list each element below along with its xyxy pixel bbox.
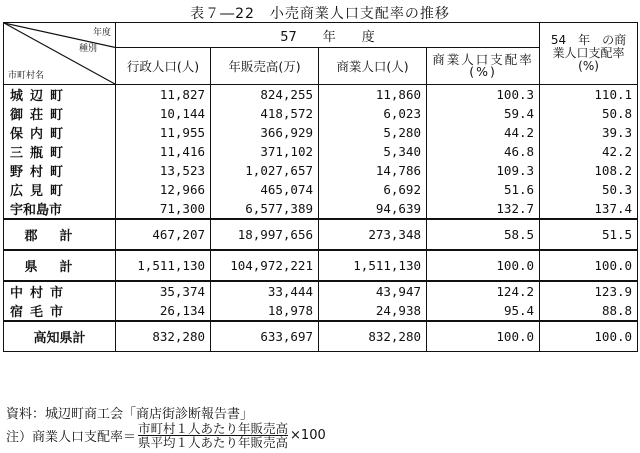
cell-commercial-pop: 1,511,130 [319, 250, 427, 281]
commercial-pop-header: 商業人口(人) [319, 48, 427, 85]
row-name: 宿毛市 [4, 301, 116, 321]
formula-denominator: 県平均１人あたり年販売高 [138, 435, 289, 450]
corner-year-label: 年度 [92, 28, 111, 38]
row-name: 広見町 [4, 180, 116, 199]
table-row [4, 180, 638, 199]
cell-commercial-pop: 832,280 [319, 321, 427, 352]
row-name: 高知県計 [4, 321, 116, 352]
cell-prev-rate: 39.3 [540, 123, 638, 142]
cell-admin-pop: 11,827 [116, 85, 211, 105]
row-name: 野村町 [4, 161, 116, 180]
cell-prev-rate: 51.5 [540, 219, 638, 250]
admin-pop-header: 行政人口(人) [116, 48, 211, 85]
row-name: 三瓶町 [4, 142, 116, 161]
cell-rate: 100.0 [427, 321, 540, 352]
prev-rate-header: 54 年 の商業人口支配率(%) [540, 23, 638, 85]
cell-rate: 100.0 [427, 250, 540, 281]
row-name: 郡計 [4, 219, 116, 250]
cell-prev-rate: 137.4 [540, 199, 638, 219]
kochi-total-row [4, 321, 638, 352]
cell-commercial-pop: 5,280 [319, 123, 427, 142]
formula-fraction [138, 422, 288, 449]
cell-prev-rate: 123.9 [540, 281, 638, 301]
table-row [4, 281, 638, 301]
source-note: 資料：城辺町商工会「商店街診断報告書」 [6, 407, 254, 422]
cell-admin-pop: 832,280 [116, 321, 211, 352]
cell-rate: 51.6 [427, 180, 540, 199]
row-name: 城辺町 [4, 85, 116, 105]
cell-rate: 58.5 [427, 219, 540, 250]
cell-prev-rate: 110.1 [540, 85, 638, 105]
sales-header: 年販売高(万) [211, 48, 319, 85]
cell-commercial-pop: 6,023 [319, 104, 427, 123]
cell-prev-rate: 100.0 [540, 321, 638, 352]
cell-admin-pop: 467,207 [116, 219, 211, 250]
cell-commercial-pop: 24,938 [319, 301, 427, 321]
cell-prev-rate: 50.3 [540, 180, 638, 199]
cell-sales: 633,697 [211, 321, 319, 352]
cell-rate: 124.2 [427, 281, 540, 301]
cell-rate: 46.8 [427, 142, 540, 161]
cell-sales: 371,102 [211, 142, 319, 161]
cell-commercial-pop: 43,947 [319, 281, 427, 301]
cell-commercial-pop: 14,786 [319, 161, 427, 180]
cell-admin-pop: 12,966 [116, 180, 211, 199]
commercial-population-table [3, 22, 638, 352]
ken-total-row [4, 250, 638, 281]
cell-sales: 824,255 [211, 85, 319, 105]
cell-sales: 418,572 [211, 104, 319, 123]
formula-suffix: ×100 [290, 428, 326, 443]
row-name: 御荘町 [4, 104, 116, 123]
cell-sales: 33,444 [211, 281, 319, 301]
table-row [4, 199, 638, 219]
row-name: 宇和島市 [4, 199, 116, 219]
cell-prev-rate: 88.8 [540, 301, 638, 321]
cell-rate: 44.2 [427, 123, 540, 142]
cell-commercial-pop: 5,340 [319, 142, 427, 161]
corner-area-label: 市町村名 [8, 71, 45, 81]
cell-sales: 366,929 [211, 123, 319, 142]
cell-commercial-pop: 11,860 [319, 85, 427, 105]
table-row [4, 85, 638, 105]
table-row [4, 104, 638, 123]
table-row [4, 142, 638, 161]
cell-prev-rate: 50.8 [540, 104, 638, 123]
cell-sales: 6,577,389 [211, 199, 319, 219]
table-row [4, 301, 638, 321]
cell-prev-rate: 42.2 [540, 142, 638, 161]
cell-prev-rate: 100.0 [540, 250, 638, 281]
cell-sales: 465,074 [211, 180, 319, 199]
cell-admin-pop: 1,511,130 [116, 250, 211, 281]
cell-sales: 18,978 [211, 301, 319, 321]
corner-header-cell [4, 23, 116, 85]
cell-rate: 132.7 [427, 199, 540, 219]
cell-admin-pop: 10,144 [116, 104, 211, 123]
cell-sales: 104,972,221 [211, 250, 319, 281]
cell-admin-pop: 13,523 [116, 161, 211, 180]
corner-item-label: 種別 [78, 44, 97, 54]
cell-commercial-pop: 6,692 [319, 180, 427, 199]
cell-sales: 1,027,657 [211, 161, 319, 180]
cell-admin-pop: 35,374 [116, 281, 211, 301]
row-name: 保内町 [4, 123, 116, 142]
cell-admin-pop: 26,134 [116, 301, 211, 321]
page-title: 表７―22 小売商業人口支配率の推移 [190, 6, 450, 22]
rate-header: 商業人口支配率(%) [427, 48, 540, 85]
row-name: 県計 [4, 250, 116, 281]
row-name: 中村市 [4, 281, 116, 301]
cell-commercial-pop: 94,639 [319, 199, 427, 219]
cell-prev-rate: 108.2 [540, 161, 638, 180]
cell-admin-pop: 11,955 [116, 123, 211, 142]
cell-rate: 100.3 [427, 85, 540, 105]
cell-admin-pop: 71,300 [116, 199, 211, 219]
cell-admin-pop: 11,416 [116, 142, 211, 161]
table-row [4, 161, 638, 180]
gun-total-row [4, 219, 638, 250]
cell-rate: 59.4 [427, 104, 540, 123]
year57-header: 57 年 度 [116, 23, 540, 48]
formula-numerator: 市町村１人あたり年販売高 [138, 421, 289, 436]
cell-rate: 109.3 [427, 161, 540, 180]
formula-prefix: 注）商業人口支配率＝ [6, 430, 137, 445]
cell-commercial-pop: 273,348 [319, 219, 427, 250]
cell-rate: 95.4 [427, 301, 540, 321]
cell-sales: 18,997,656 [211, 219, 319, 250]
table-row [4, 123, 638, 142]
formula-note [6, 422, 326, 449]
